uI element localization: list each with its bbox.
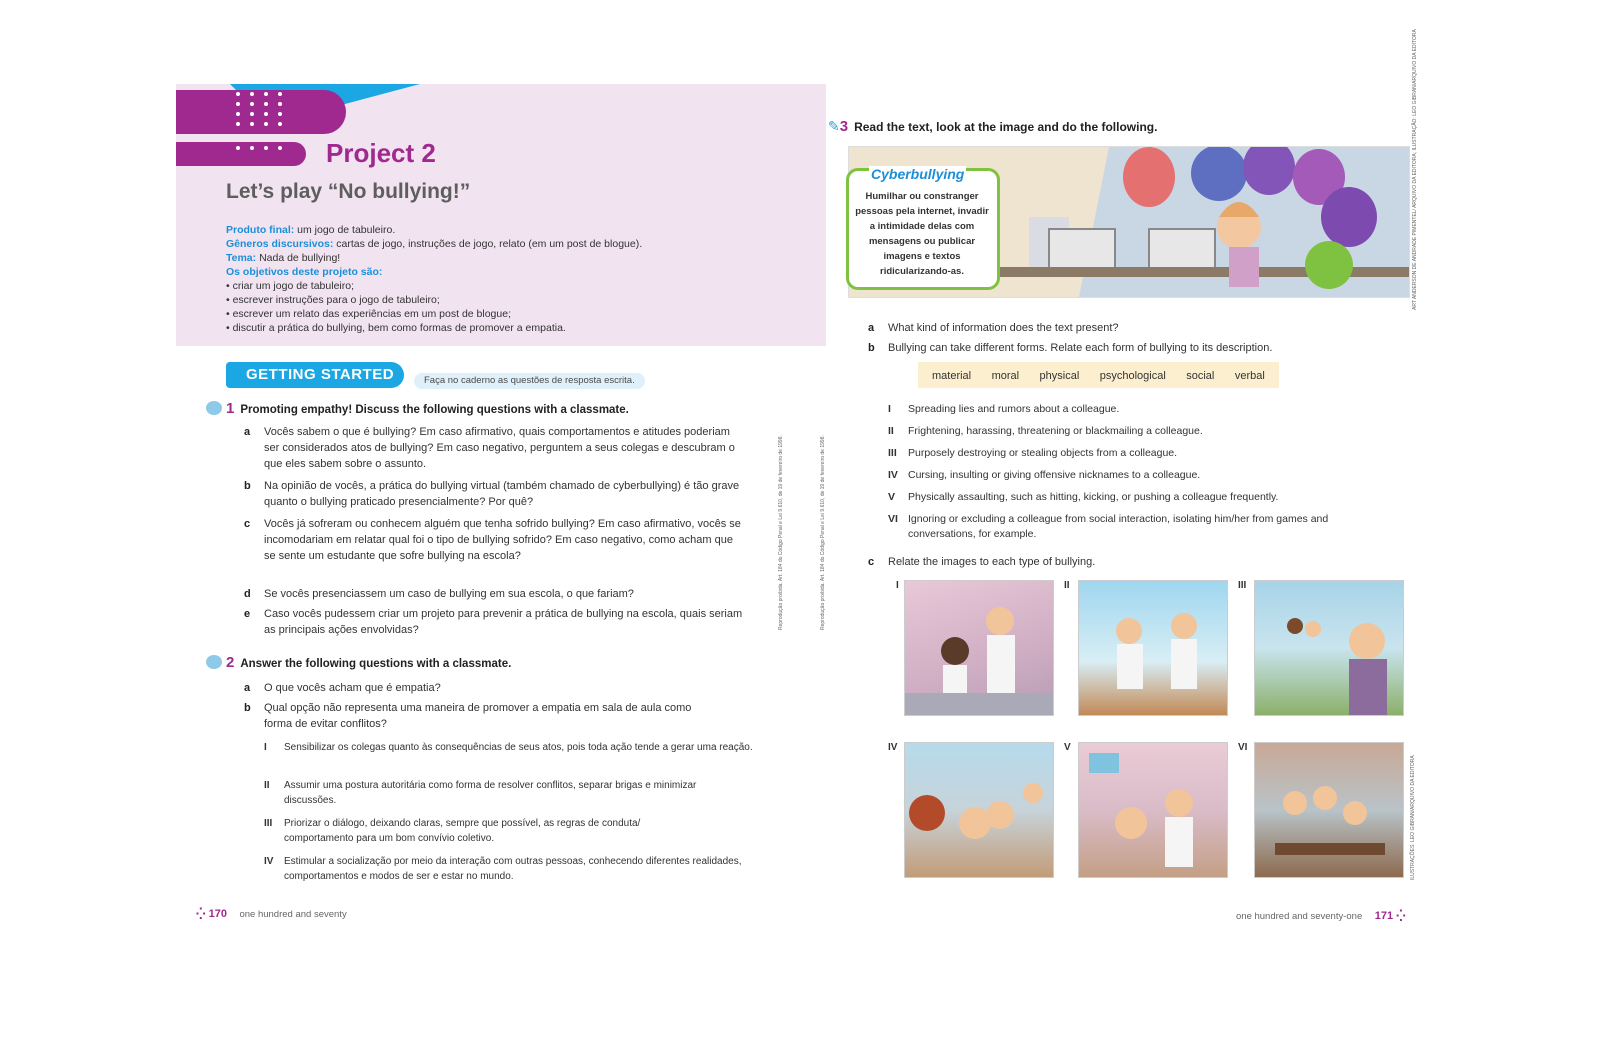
scene-drawing (905, 743, 1053, 877)
scene-drawing (905, 581, 1053, 715)
bullying-scene-image (1254, 580, 1404, 716)
image-label: II (1064, 580, 1070, 591)
bullying-scene-image (1254, 742, 1404, 878)
footer-left (196, 904, 347, 922)
question-2-heading: 2 Answer the following questions with a classmate. (206, 654, 511, 671)
page-number: 170 (208, 908, 228, 920)
page-words: one hundred and seventy-one (1236, 911, 1363, 922)
pencil-icon: ✎ (828, 118, 840, 134)
question-item: a Vocês sabem o que é bullying? Em caso afirmativo, quais comportamentos e atitudes poderiam ser considerados atos de bullying? Em caso negativo, perguntem a seus colegas e descubram o que eles sabem sobre o assunto. (244, 426, 735, 470)
description-item: VI Ignoring or excluding a colleague from social interaction, isolating him/her from games and conversations, for example. (888, 513, 1329, 540)
discussion-bubble-icon (206, 401, 222, 415)
word-bank-item: material (932, 370, 972, 382)
bullying-scene-image (1078, 580, 1228, 716)
question-item: c Vocês já sofreram ou conhecem alguém que tenha sofrido bullying? Em caso afirmativo, vocês se incomodariam em relatar qual foi o tipo de bullying sofrido? Em caso negativo, como acham que se sente um estudante que sofre bullying na escola? (244, 518, 741, 562)
image-label: I (896, 580, 899, 591)
objective-item: • escrever um relato das experiências em um post de blogue; (226, 308, 511, 320)
project-info (226, 223, 806, 335)
option-item: III Priorizar o diálogo, deixando claras, sempre que possível, as regras de conduta/ comportamento para um bom convívio coletivo. (264, 818, 641, 844)
image-label: VI (1238, 742, 1248, 753)
word-bank-item: social (1186, 370, 1215, 382)
bullying-forms-word-bank (918, 362, 1279, 388)
word-bank-item: verbal (1234, 370, 1265, 382)
illustration-credit: ILUSTRAÇÕES: LEO GIBRAN/ARQUIVO DA EDITORA (1410, 755, 1416, 880)
scene-drawing (1079, 581, 1227, 715)
image-label: III (1238, 580, 1247, 591)
description-item: I Spreading lies and rumors about a colleague. (888, 403, 1120, 415)
info-line: Gêneros discursivos: cartas de jogo, instruções de jogo, relato (em um post de blogue). (226, 238, 643, 250)
option-item: IV Estimular a socialização por meio da interação com outras pessoas, conhecendo diferentes realidades, comportamentos e modos de ser e estar no mundo. (264, 856, 742, 882)
question-item: a O que vocês acham que é empatia? (244, 682, 441, 694)
legal-note: Reprodução proibida. Art. 184 do Código Penal e Lei 9.610, de 19 de fevereiro de 1998. (778, 435, 784, 630)
word-bank-item: physical (1039, 370, 1080, 382)
image-label: IV (888, 742, 898, 753)
objective-item: • escrever instruções para o jogo de tabuleiro; (226, 294, 440, 306)
definition-title: Cyberbullying (871, 166, 965, 182)
question-3-heading: ✎3 Read the text, look at the image and do the following. (828, 118, 1158, 135)
description-item: III Purposely destroying or stealing objects from a colleague. (888, 447, 1178, 459)
word-bank-item: psychological (1099, 370, 1166, 382)
legal-note: Reprodução proibida. Art. 184 do Código Penal e Lei 9.610, de 19 de fevereiro de 1998. (820, 435, 826, 630)
dots-icon: ⁛ (1393, 910, 1406, 922)
decorative-dots (236, 92, 285, 126)
question-item: b Bullying can take different forms. Relate each form of bullying to its description. (868, 342, 1273, 354)
image-credit: ART ANDERSON DE ANDRADE PIMENTEL/ ARQUIVO DA EDITORA; ILUSTRAÇÃO: LEO GIBRAN/ARQUIVO DA EDITORA (1412, 29, 1418, 310)
question-item: b Qual opção não representa uma maneira de promover a empatia em sala de aula como forma de evitar conflitos? (244, 702, 692, 730)
getting-started-badge: GETTING STARTED (226, 362, 404, 388)
word-bank-item: moral (991, 370, 1020, 382)
scene-drawing (1255, 581, 1403, 715)
info-line: Tema: Nada de bullying! (226, 252, 341, 264)
objective-item: • discutir a prática do bullying, bem como formas de promover a empatia. (226, 322, 566, 334)
bullying-scene-image (1078, 742, 1228, 878)
project-title: Project 2 (326, 138, 436, 168)
question-item: d Se vocês presenciassem um caso de bullying em sua escola, o que fariam? (244, 588, 634, 600)
decorative-dots (236, 146, 285, 150)
objective-item: • criar um jogo de tabuleiro; (226, 280, 354, 292)
info-line: Os objetivos deste projeto são: (226, 266, 383, 278)
definition-text: Humilhar ou constranger pessoas pela internet, invadir a intimidade delas com mensagens ou publicar imagens e textos ridicularizando-as. (855, 191, 989, 277)
question-item: a What kind of information does the text present? (868, 322, 1119, 334)
project-subtitle: Let’s play “No bullying!” (226, 180, 471, 203)
getting-started-note: Faça no caderno as questões de resposta escrita. (414, 373, 645, 389)
bullying-scene-image (904, 580, 1054, 716)
page-words: one hundred and seventy (239, 909, 347, 920)
option-item: II Assumir uma postura autoritária como forma de resolver conflitos, separar brigas e minimizar discussões. (264, 780, 697, 806)
option-item: I Sensibilizar os colegas quanto às consequências de seus atos, pois toda ação tende a gerar uma reação. (264, 742, 753, 753)
description-item: II Frightening, harassing, threatening or blackmailing a colleague. (888, 425, 1203, 437)
question-item: c Relate the images to each type of bullying. (868, 556, 1096, 568)
scene-drawing (1079, 743, 1227, 877)
page-number: 171 (1374, 910, 1394, 922)
description-item: V Physically assaulting, such as hitting, kicking, or pushing a colleague frequently. (888, 491, 1279, 503)
info-line: Produto final: um jogo de tabuleiro. (226, 224, 396, 236)
question-item: e Caso vocês pudessem criar um projeto para prevenir a prática de bullying na escola, quais seriam as principais ações envolvidas? (244, 608, 743, 636)
footer-right (1236, 906, 1406, 924)
image-label: V (1064, 742, 1071, 753)
scene-drawing (1255, 743, 1403, 877)
question-item: b Na opinião de vocês, a prática do bullying virtual (também chamado de cyberbullying) é tão grave quanto o bullying praticado presencialmente? Por quê? (244, 480, 740, 508)
discussion-bubble-icon (206, 655, 222, 669)
question-1-heading: 1 Promoting empathy! Discuss the following questions with a classmate. (206, 400, 629, 417)
bullying-scene-image (904, 742, 1054, 878)
description-item: IV Cursing, insulting or giving offensive nicknames to a colleague. (888, 469, 1201, 481)
dots-icon: ⁛ (196, 908, 209, 920)
